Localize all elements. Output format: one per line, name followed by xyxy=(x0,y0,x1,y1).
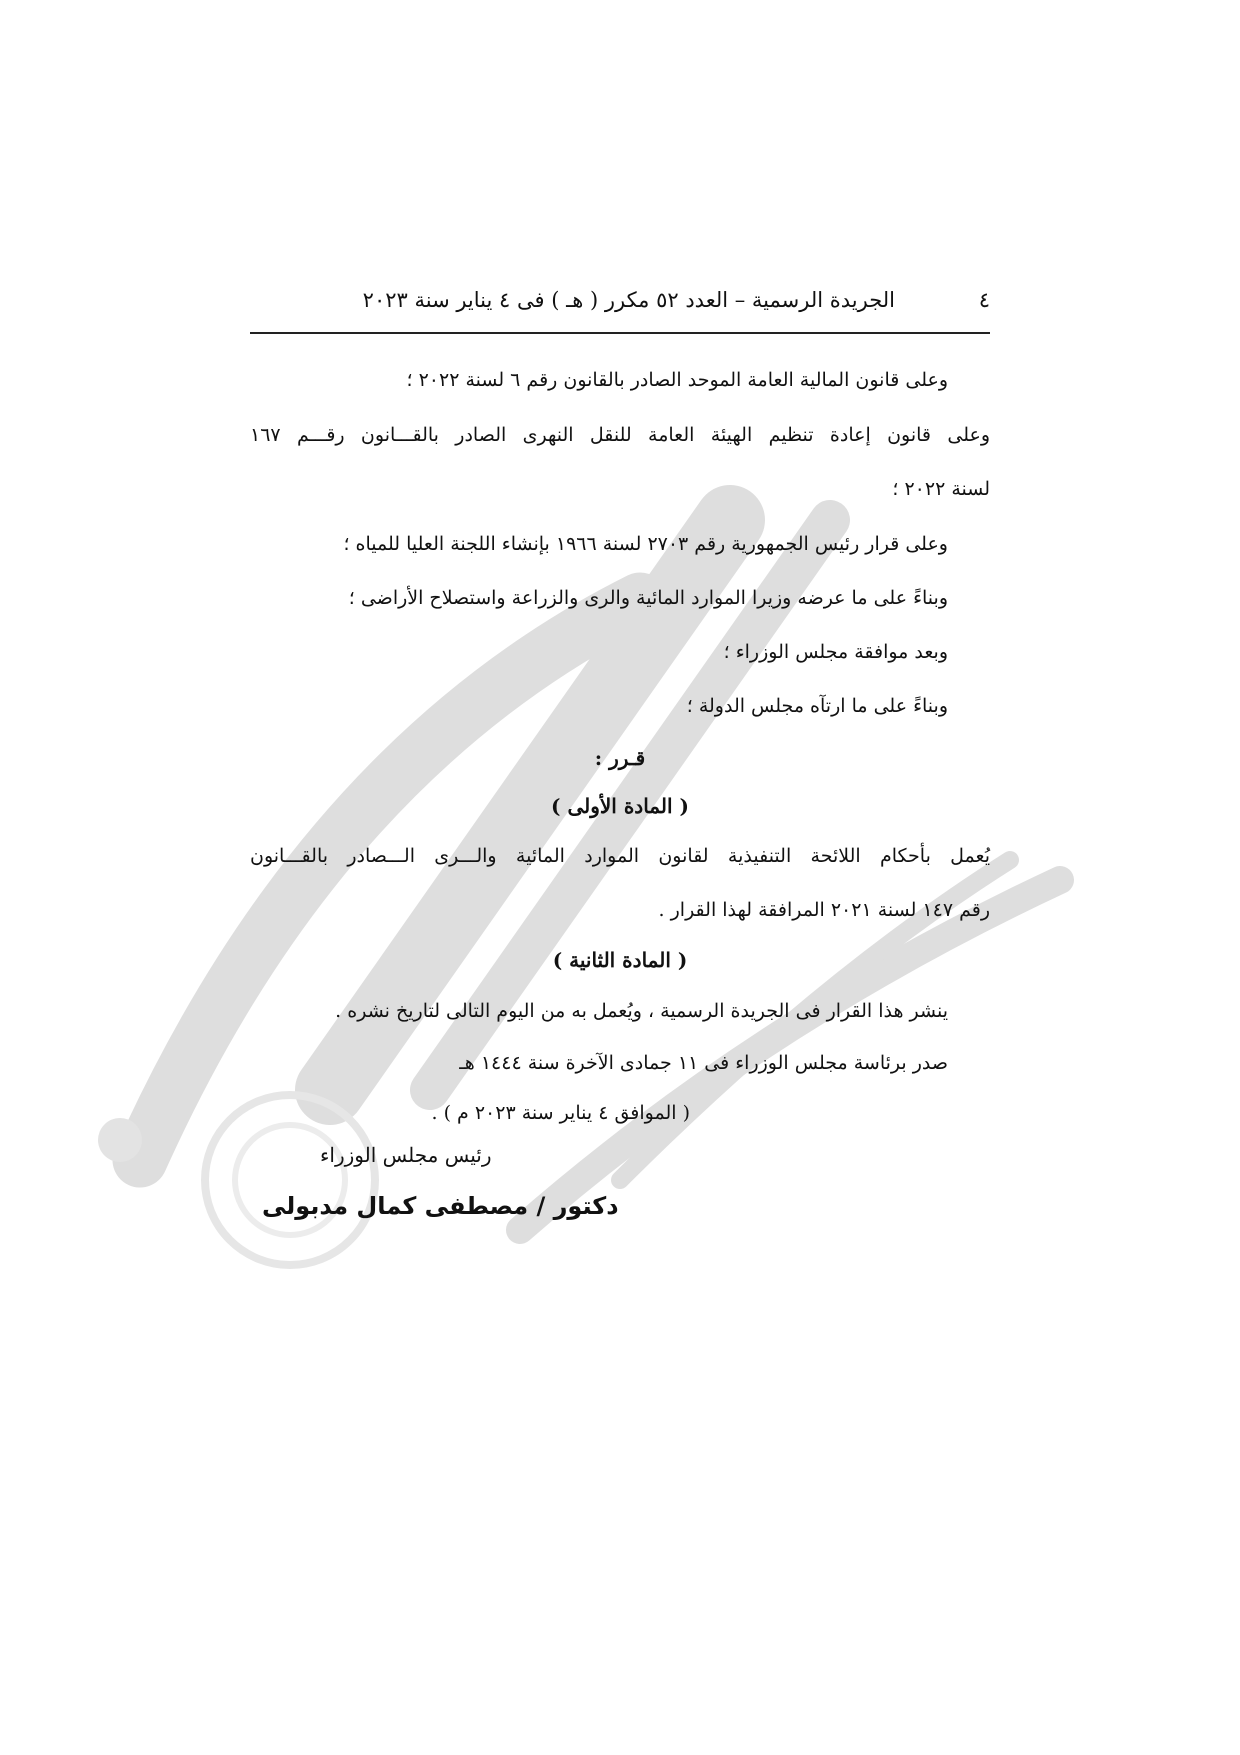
page-header xyxy=(345,288,990,322)
article-1-heading: ( المادة الأولى ) xyxy=(551,794,689,818)
preamble-line: وبعد موافقة مجلس الوزراء ؛ xyxy=(723,641,948,663)
decision-label: قـرر : xyxy=(594,746,646,770)
preamble-line: وعلى قانون المالية العامة الموحد الصادر بالقانون رقم ٦ لسنة ٢٠٢٢ ؛ xyxy=(406,369,948,391)
preamble-line: وبناءً على ما عرضه وزيرا الموارد المائية والرى والزراعة واستصلاح الأراضى ؛ xyxy=(348,587,948,609)
article-2-line: ينشر هذا القرار فى الجريدة الرسمية ، ويُعمل به من اليوم التالى لتاريخ نشره . xyxy=(335,1000,948,1022)
issued-date-line: ( الموافق ٤ يناير سنة ٢٠٢٣ م ) . xyxy=(431,1102,690,1124)
header-title: الجريدة الرسمية – العدد ٥٢ مكرر ( هـ ) فى ٤ يناير سنة ٢٠٢٣ xyxy=(362,288,895,312)
article-1-line: يُعمل بأحكام اللائحة التنفيذية لقانون الموارد المائية والـــرى الـــصادر بالقـــانون xyxy=(250,845,990,867)
preamble-line: وعلى قرار رئيس الجمهورية رقم ٢٧٠٣ لسنة ١٩٦٦ بإنشاء اللجنة العليا للمياه ؛ xyxy=(343,533,948,555)
signature-title: رئيس مجلس الوزراء xyxy=(320,1143,492,1167)
preamble-line: لسنة ٢٠٢٢ ؛ xyxy=(892,478,990,500)
preamble-line: وعلى قانون إعادة تنظيم الهيئة العامة للنقل النهرى الصادر بالقـــانون رقـــم ١٦٧ xyxy=(250,424,990,446)
preamble-line: وبناءً على ما ارتآه مجلس الدولة ؛ xyxy=(686,695,948,717)
issued-line: صدر برئاسة مجلس الوزراء فى ١١ جمادى الآخرة سنة ١٤٤٤ هـ xyxy=(459,1052,948,1074)
signature-name: دكتور / مصطفى كمال مدبولى xyxy=(262,1192,619,1220)
article-1-line: رقم ١٤٧ لسنة ٢٠٢١ المرافقة لهذا القرار . xyxy=(658,899,990,921)
page-number: ٤ xyxy=(978,288,990,312)
article-2-heading: ( المادة الثانية ) xyxy=(552,948,688,972)
header-rule xyxy=(250,332,990,334)
